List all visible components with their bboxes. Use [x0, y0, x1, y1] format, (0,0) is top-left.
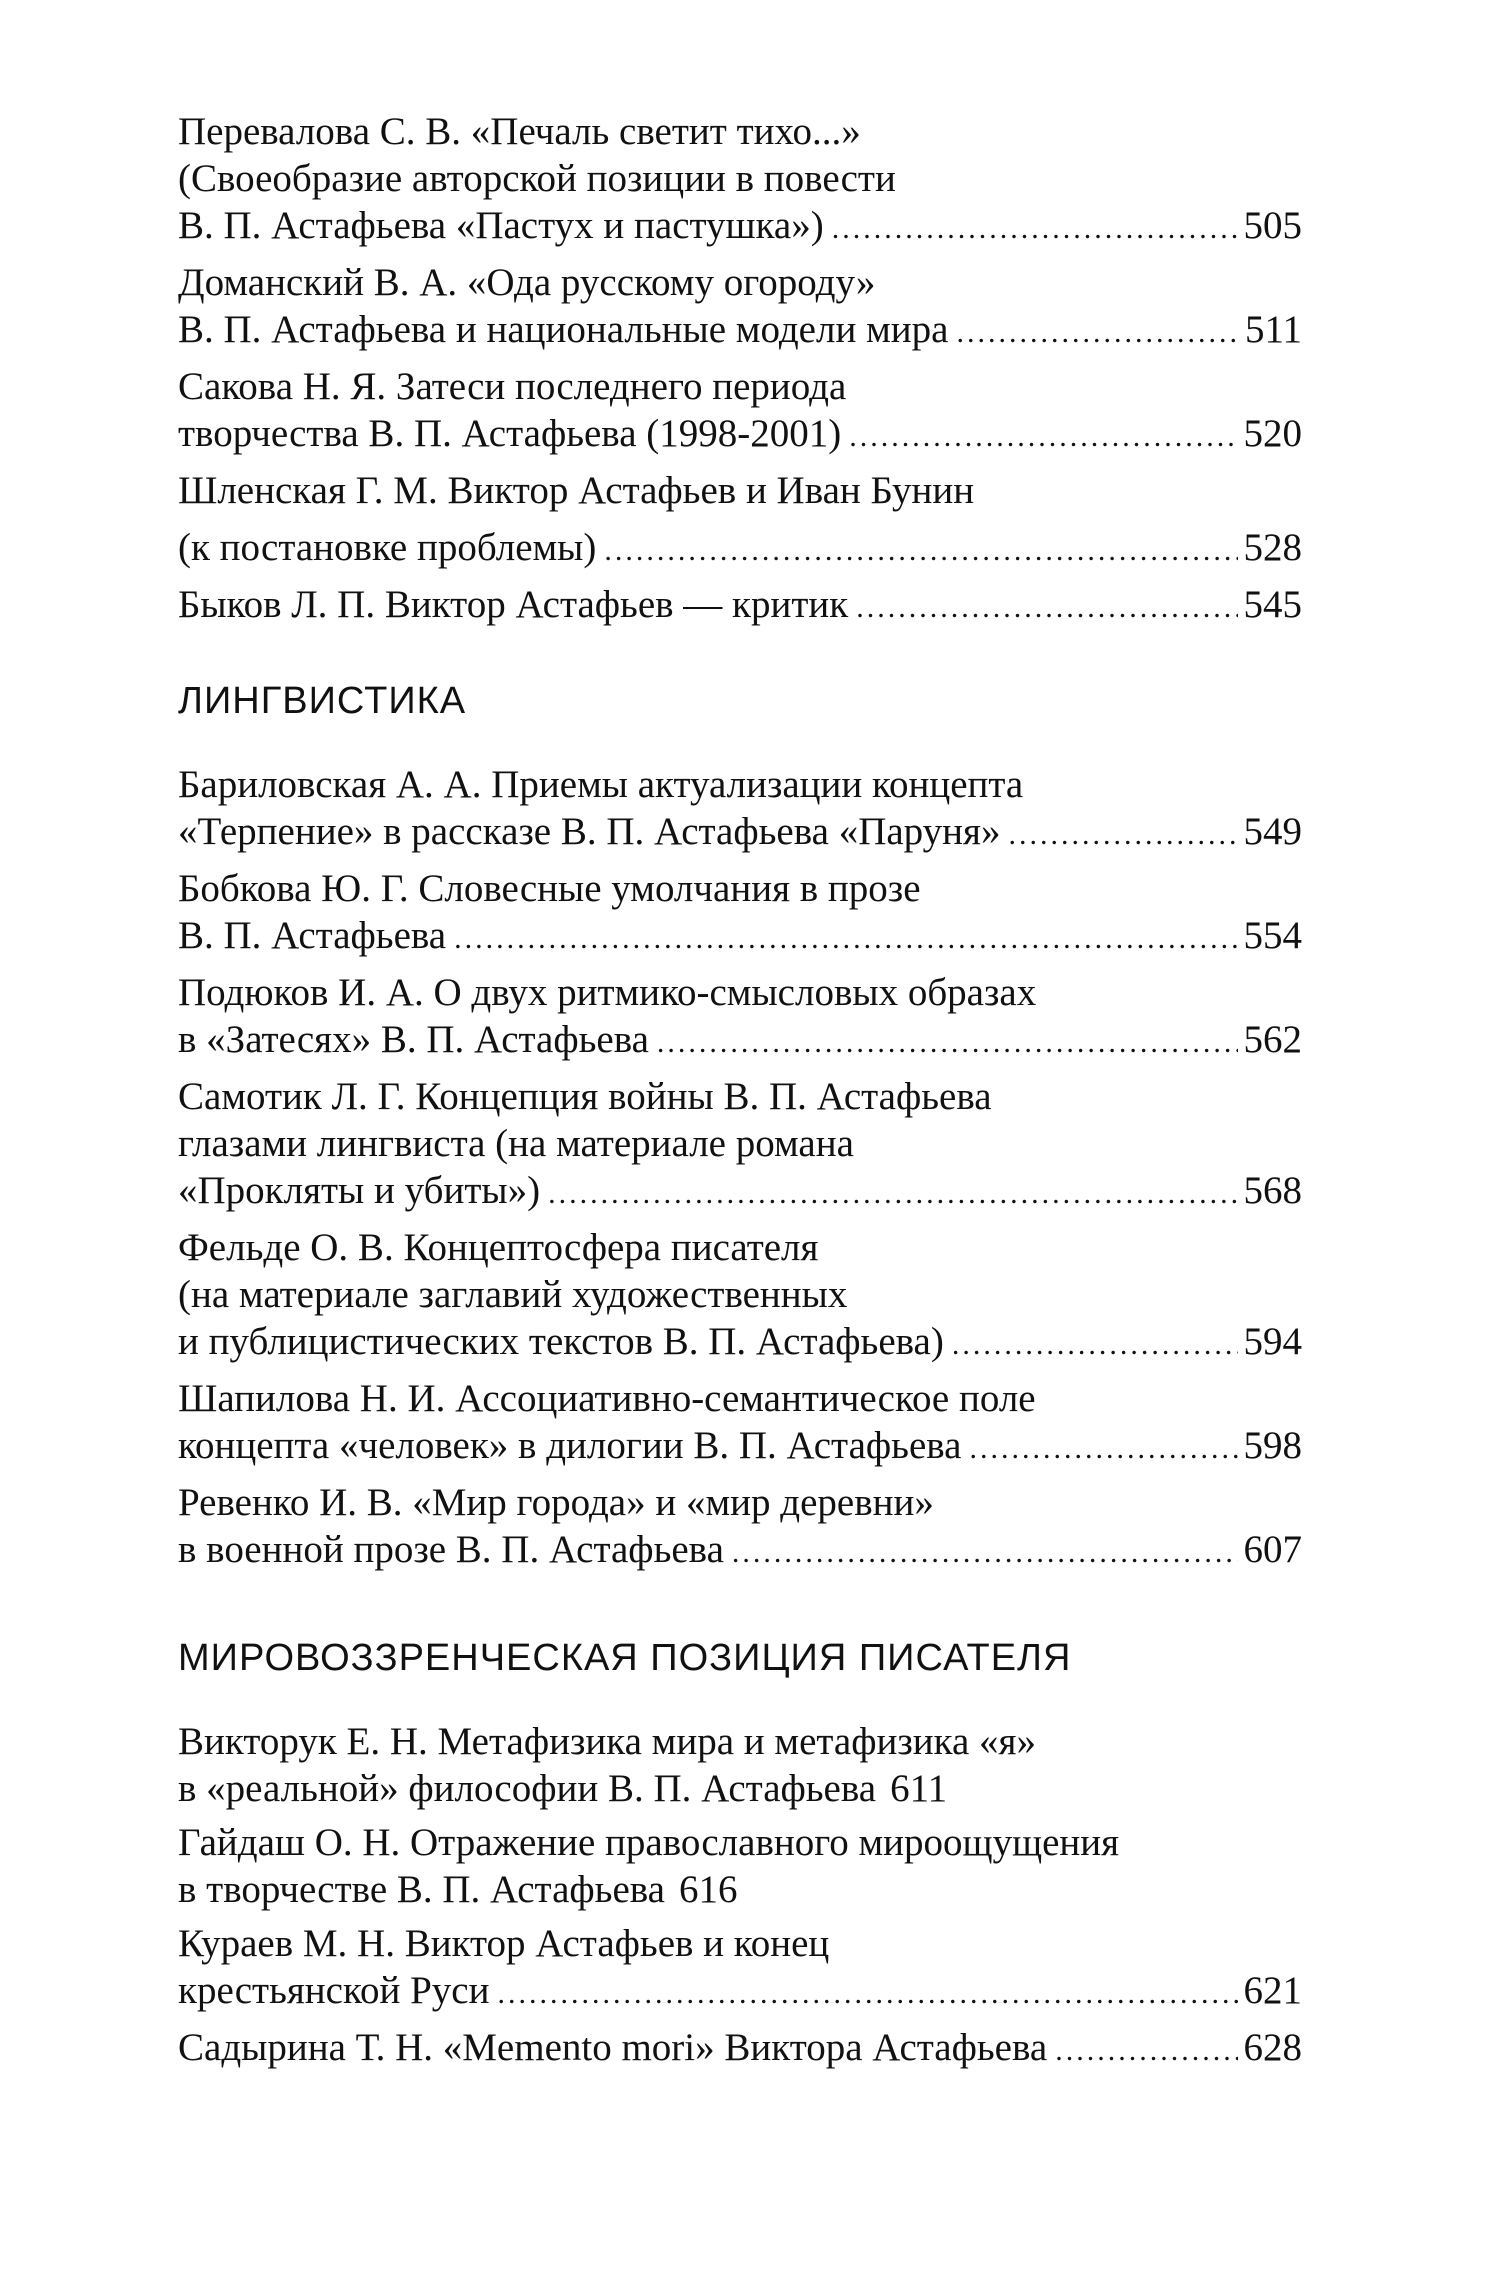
- toc-entry[interactable]: [178, 1920, 1302, 2017]
- entry-line: Ревенко И. В. «Мир города» и «мир деревни»: [178, 1481, 934, 1524]
- entry-line: Самотик Л. Г. Концепция войны В. П. Астафьева: [178, 1075, 992, 1118]
- leader-dots: [454, 915, 1237, 962]
- toc-entry[interactable]: [178, 1073, 1302, 1217]
- leader-dots: [657, 1019, 1238, 1066]
- entry-line: Подюков И. А. О двух ритмико-смысловых образах: [178, 971, 1037, 1014]
- entry-line: Кураев М. Н. Виктор Астафьев и конец: [178, 1922, 830, 1965]
- toc-entry[interactable]: [178, 1375, 1302, 1472]
- leader-dots: [548, 1170, 1237, 1217]
- leader-dots: [497, 1970, 1237, 2017]
- page-number: 562: [1243, 1018, 1302, 1061]
- entry-line: (Своеобразие авторской позиции в повести: [178, 157, 896, 200]
- leader-dots: [952, 1321, 1238, 1368]
- page-number: 505: [1243, 204, 1302, 247]
- page-number: 520: [1243, 412, 1302, 455]
- entry-line: глазами лингвиста (на материале романа: [178, 1122, 854, 1165]
- entry-line: в военной прозе В. П. Астафьева: [178, 1528, 724, 1571]
- entry-line: Шленская Г. М. Виктор Астафьев и Иван Бунин: [178, 469, 975, 512]
- entry-line: Бобкова Ю. Г. Словесные умолчания в прозе: [178, 867, 921, 910]
- leader-dots: [969, 1425, 1237, 1472]
- leader-dots: [1008, 811, 1237, 858]
- toc-section-literature: [178, 108, 1302, 631]
- entry-line: концепта «человек» в дилогии В. П. Астафьева: [178, 1424, 962, 1467]
- page-number: 616: [678, 1868, 738, 1911]
- toc-entry[interactable]: [178, 1224, 1302, 1368]
- toc-entry[interactable]: [178, 581, 1302, 631]
- entry-line: (к постановке проблемы): [178, 526, 597, 569]
- page-number: 511: [1244, 308, 1302, 351]
- leader-dots: [1055, 2027, 1237, 2074]
- leader-dots: [604, 527, 1237, 574]
- toc-entry[interactable]: [178, 969, 1302, 1066]
- entry-line: и публицистических текстов В. П. Астафьева): [178, 1320, 944, 1363]
- page-number: 598: [1243, 1424, 1302, 1467]
- entry-line: (на материале заглавий художественных: [178, 1273, 848, 1316]
- section-heading-linguistics: ЛИНГВИСТИКА: [178, 680, 467, 722]
- toc-entry[interactable]: [178, 467, 1302, 574]
- section-heading-worldview: МИРОВОЗЗРЕНЧЕСКАЯ ПОЗИЦИЯ ПИСАТЕЛЯ: [178, 1637, 1072, 1679]
- toc-entry[interactable]: [178, 1819, 1302, 1913]
- toc-section-linguistics: [178, 761, 1302, 1576]
- entry-line: Гайдаш О. Н. Отражение православного мироощущения: [178, 1821, 1120, 1864]
- entry-line: в «Затесях» В. П. Астафьева: [178, 1018, 649, 1061]
- entry-line: Фельде О. В. Концептосфера писателя: [178, 1226, 819, 1269]
- toc-entry[interactable]: [178, 1479, 1302, 1576]
- toc-entry[interactable]: [178, 259, 1302, 356]
- entry-line: «Терпение» в рассказе В. П. Астафьева «Паруня»: [178, 810, 1001, 853]
- entry-line: Доманский В. А. «Ода русскому огороду»: [178, 261, 876, 304]
- leader-dots: [856, 584, 1237, 631]
- entry-line: В. П. Астафьева и национальные модели мира: [178, 308, 949, 351]
- page-number: 545: [1243, 583, 1302, 626]
- entry-line: Шапилова Н. И. Ассоциативно-семантическое поле: [178, 1377, 1036, 1420]
- entry-line: Викторук Е. Н. Метафизика мира и метафизика «я»: [178, 1720, 1036, 1763]
- toc-entry[interactable]: [178, 865, 1302, 962]
- entry-line: Садырина Т. Н. «Memento mori» Виктора Астафьева: [178, 2026, 1048, 2069]
- toc-entry[interactable]: [178, 2024, 1302, 2074]
- page-number: 611: [890, 1767, 948, 1810]
- entry-line: крестьянской Руси: [178, 1969, 490, 2012]
- page-number: 621: [1243, 1969, 1302, 2012]
- entry-line: Быков Л. П. Виктор Астафьев — критик: [178, 583, 849, 626]
- entry-line: Перевалова С. В. «Печаль светит тихо...»: [178, 110, 861, 153]
- toc-entry[interactable]: [178, 1718, 1302, 1812]
- entry-line: В. П. Астафьева: [178, 914, 447, 957]
- page-number: 554: [1243, 914, 1302, 957]
- entry-line: Сакова Н. Я. Затеси последнего периода: [178, 365, 847, 408]
- entry-line: Бариловская А. А. Приемы актуализации концепта: [178, 763, 1024, 806]
- toc-section-worldview: [178, 1718, 1302, 2074]
- leader-dots: [732, 1529, 1238, 1576]
- page-number: 528: [1243, 526, 1302, 569]
- page-number: 607: [1243, 1528, 1302, 1571]
- leader-dots: [832, 205, 1238, 252]
- leader-dots: [956, 309, 1238, 356]
- entry-line: творчества В. П. Астафьева (1998-2001): [178, 412, 842, 455]
- page-number: 628: [1243, 2026, 1302, 2069]
- toc-entry[interactable]: [178, 761, 1302, 858]
- page-number: 549: [1243, 810, 1302, 853]
- toc-entry[interactable]: [178, 108, 1302, 252]
- entry-line: в «реальной» философии В. П. Астафьева: [178, 1767, 877, 1810]
- entry-line: «Прокляты и убиты»): [178, 1169, 541, 1212]
- table-of-contents: [178, 108, 1302, 2081]
- entry-line: в творчестве В. П. Астафьева: [178, 1868, 665, 1911]
- entry-line: В. П. Астафьева «Пастух и пастушка»): [178, 204, 824, 247]
- page-number: 568: [1243, 1169, 1302, 1212]
- leader-dots: [849, 413, 1237, 460]
- page-number: 594: [1243, 1320, 1302, 1363]
- toc-entry[interactable]: [178, 363, 1302, 460]
